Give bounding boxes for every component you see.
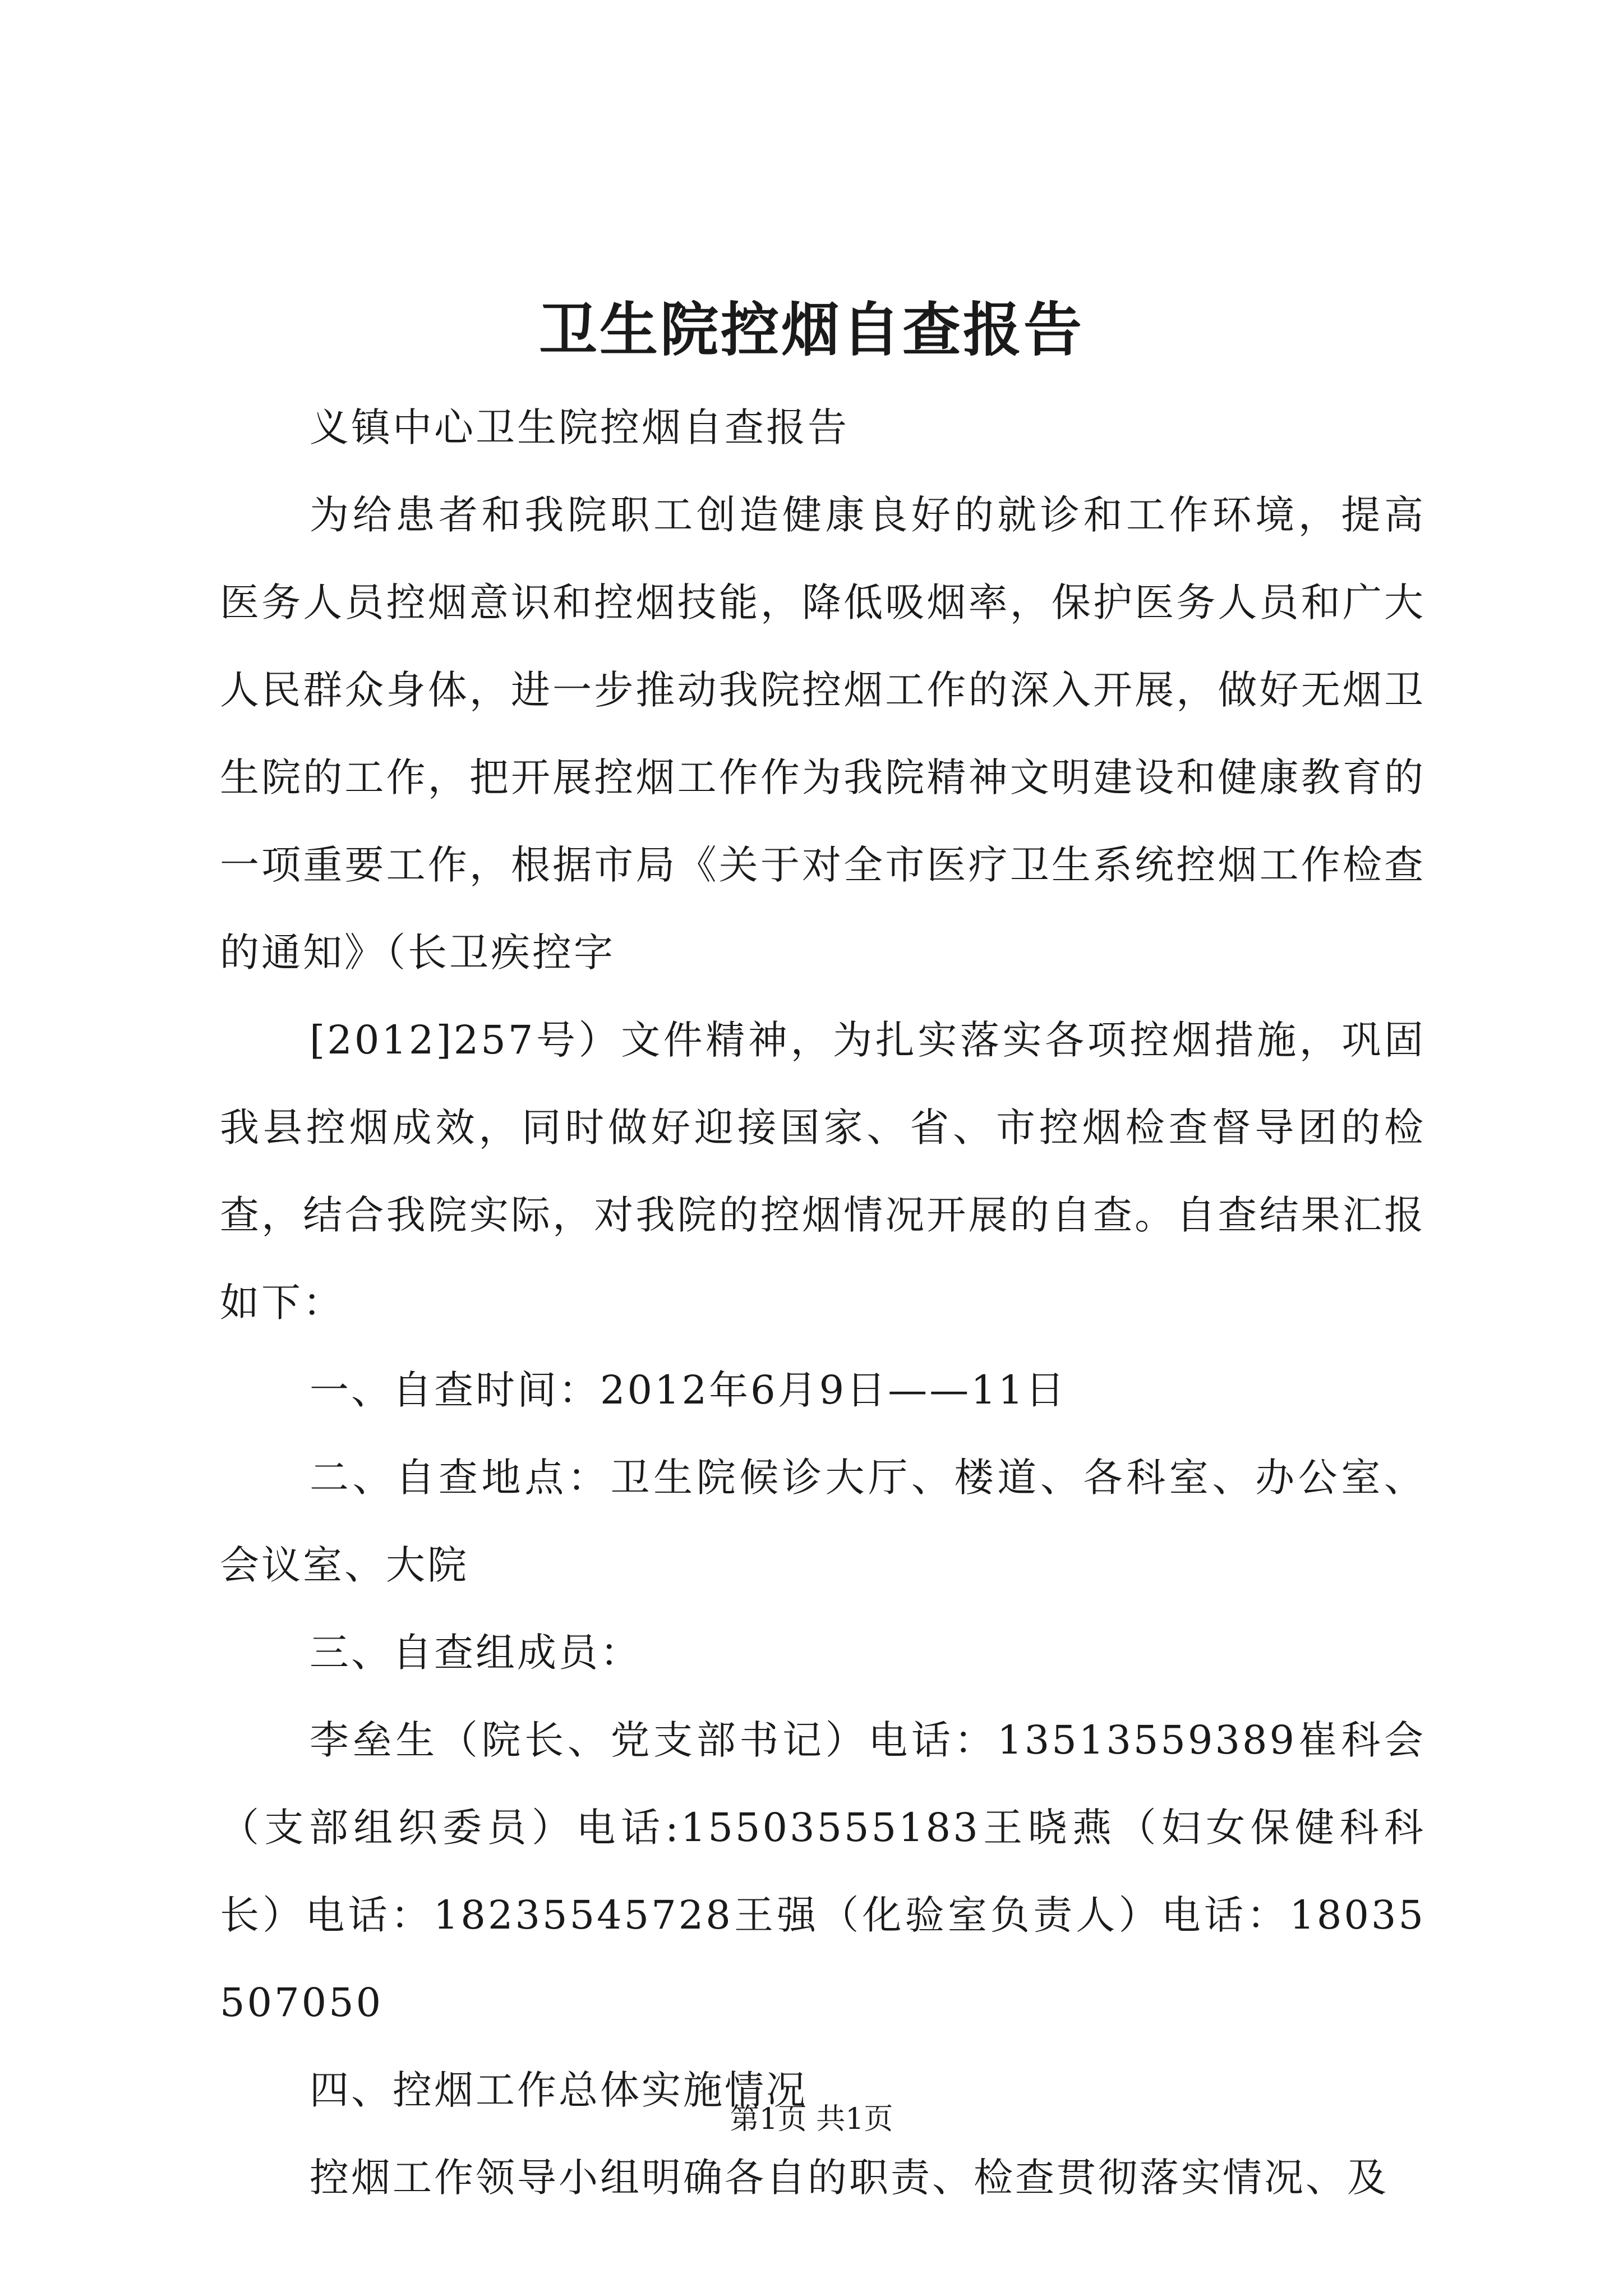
paragraph-intro: 为给患者和我院职工创造健康良好的就诊和工作环境，提高医务人员控烟意识和控烟技能，降低吸烟率，保护医务人员和广大人民群众身体，进一步推动我院控烟工作的深入开展，做好无烟卫生院的工作，把开展控烟工作作为我院精神文明建设和健康教育的一项重要工作，根据市局《关于对全市医疗卫生系统控烟工作检查的通知》（长卫疾控字: [220, 492, 1426, 976]
paragraph-heading: 义镇中心卫生院控烟自查报告: [310, 404, 849, 450]
document-title: 卫生院控烟自查报告: [538, 295, 1084, 364]
paragraph-implementation: 四、控烟工作总体实施情况: [310, 2067, 808, 2113]
paragraph-leadership: 控烟工作领导小组明确各自的职责、检查贯彻落实情况、及: [310, 2155, 1389, 2201]
paragraph-inspection-team: 三、自查组成员：: [310, 1630, 642, 1676]
paragraph-inspection-time: 一、自查时间：2012年6月9日——11日: [310, 1367, 1067, 1413]
paragraph-team-members: 李垒生（院长、党支部书记）电话：13513559389崔科会（支部组织委员）电话:15503555183王晓燕（妇女保健科科长）电话：18235545728王强（化验室负责人）电话：18035507050: [220, 1717, 1426, 2026]
paragraph-inspection-location: 二、自查地点：卫生院候诊大厅、楼道、各科室、办公室、会议室、大院: [220, 1455, 1426, 1588]
document-body: [220, 384, 1426, 2221]
page-footer: 第1页 共1页: [730, 2102, 893, 2136]
paragraph-document-spirit: [2012]257号）文件精神，为扎实落实各项控烟措施，巩固我县控烟成效，同时做好迎接国家、省、市控烟检查督导团的检查，结合我院实际，对我院的控烟情况开展的自查。自查结果汇报如下：: [220, 1017, 1426, 1326]
